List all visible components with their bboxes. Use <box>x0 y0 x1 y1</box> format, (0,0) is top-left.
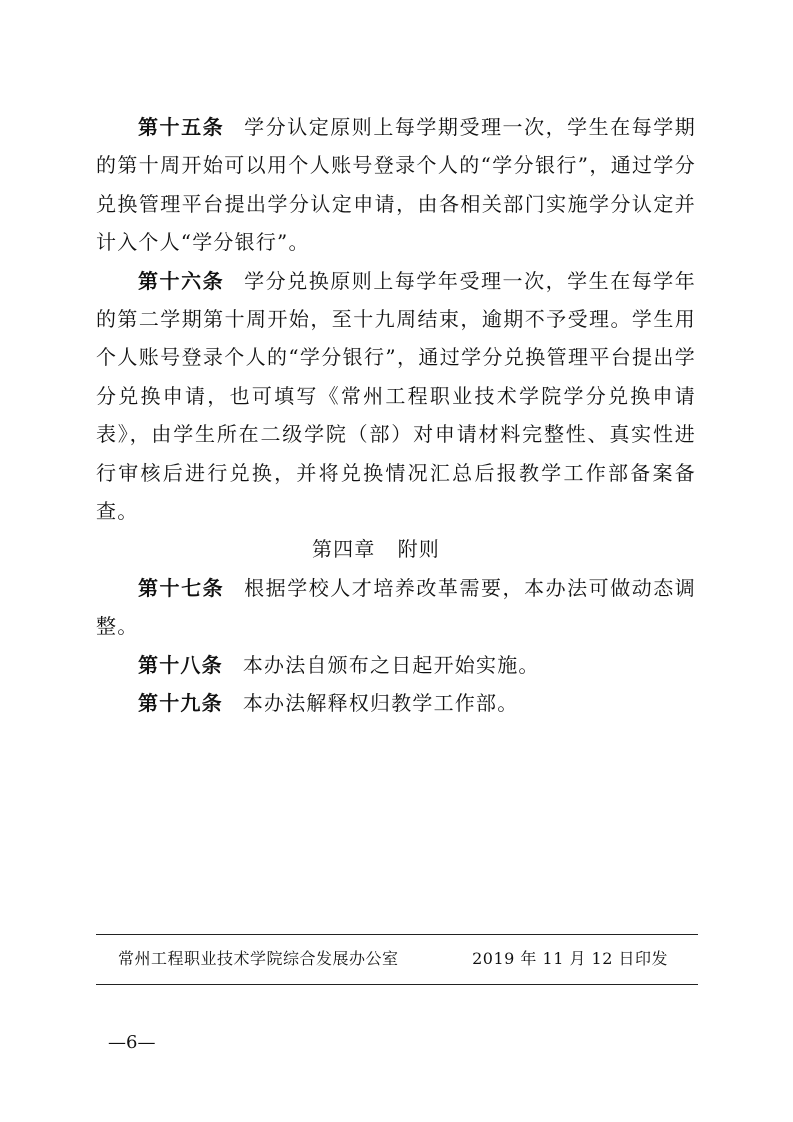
article-text: 学分认定原则上每学期受理一次，学生在每学期的第十周开始可以用个人账号登录个人的“学分银行”，通过学分兑换管理平台提出学分认定申请，由各相关部门实施学分认定并计入个人“学分银行”。 <box>96 115 696 255</box>
article-number: 第十七条 <box>138 575 225 600</box>
article-15 <box>96 108 696 262</box>
footer-bottom-rule <box>96 984 698 985</box>
document-body <box>96 108 696 723</box>
footer-top-rule <box>96 934 698 935</box>
chapter-heading <box>96 530 696 568</box>
issuance-footer <box>96 934 698 986</box>
article-number: 第十八条 <box>138 652 223 677</box>
article-17 <box>96 569 696 646</box>
article-text: 本办法自颁布之日起开始实施。 <box>242 652 540 677</box>
chapter-title: 附则 <box>397 537 440 562</box>
issue-date: 2019 年 11 月 12 日印发 <box>472 949 668 968</box>
article-number: 第十五条 <box>138 115 225 139</box>
article-16 <box>96 262 696 531</box>
article-text: 本办法解释权归教学工作部。 <box>242 691 519 716</box>
article-18 <box>96 646 696 684</box>
article-19 <box>96 684 696 722</box>
page-number: —6— <box>108 1032 156 1053</box>
article-text: 根据学校人才培养改革需要，本办法可做动态调整。 <box>96 575 696 639</box>
article-number: 第十六条 <box>138 268 225 293</box>
article-text: 学分兑换原则上每学年受理一次，学生在每学年的第二学期第十周开始，至十九周结束，逾期不予受理。学生用个人账号登录个人的“学分银行”，通过学分兑换管理平台提出学分兑换申请，也可填写《常州工程职业技术学院学分兑换申请表》，由学生所在二级学院（部）对申请材料完整性、真实性进行审核后进行兑换，并将兑换情况汇总后报教学工作部备案备查。 <box>96 268 696 524</box>
chapter-number: 第四章 <box>311 537 376 562</box>
issuer-name: 常州工程职业技术学院综合发展办公室 <box>118 949 399 968</box>
article-number: 第十九条 <box>138 691 223 716</box>
